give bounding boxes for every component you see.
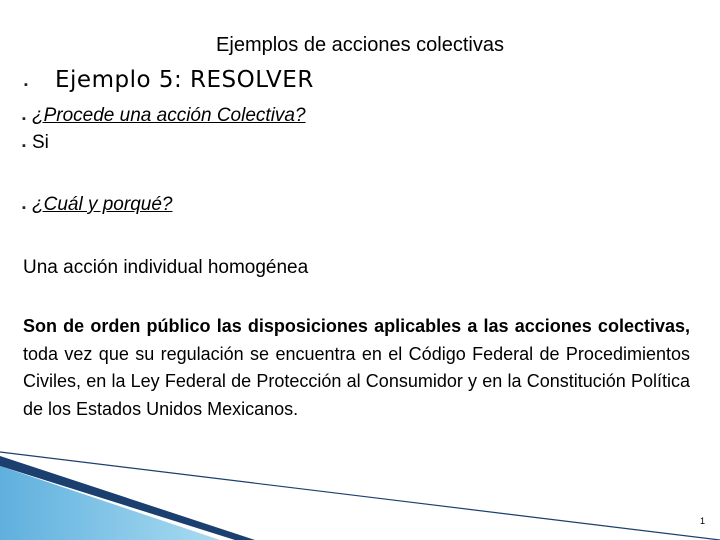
page-number: 1 — [699, 516, 705, 526]
question-procede: ¿Procede una acción Colectiva? — [32, 105, 306, 126]
question-cual: ¿Cuál y porqué? — [32, 194, 173, 215]
answer-si: Si — [32, 132, 49, 153]
answer-text: Una acción individual homogénea — [23, 257, 309, 278]
body-paragraph — [23, 313, 690, 423]
paragraph-rest: toda vez que su regulación se encuentra en el Código Federal de Procedimientos Civiles, en la Ley Federal de Protección al Consumidor y en la Constitución Política de los Estados Unidos Mexicanos. — [23, 343, 690, 419]
light-blue-wedge — [0, 466, 220, 540]
bullet-icon: ▪ — [22, 202, 26, 214]
bullet-icon: ▪ — [22, 140, 26, 152]
bullet-icon: ▪ — [22, 113, 26, 125]
paragraph-bold: Son de orden público las disposiciones aplicables a las acciones colectivas, — [23, 316, 690, 336]
bullet-icon: ▪ — [24, 79, 28, 91]
slide-title: Ejemplos de acciones colectivas — [216, 34, 504, 56]
decorative-swoosh — [0, 440, 720, 540]
slide-subtitle: Ejemplo 5: RESOLVER — [55, 67, 314, 93]
